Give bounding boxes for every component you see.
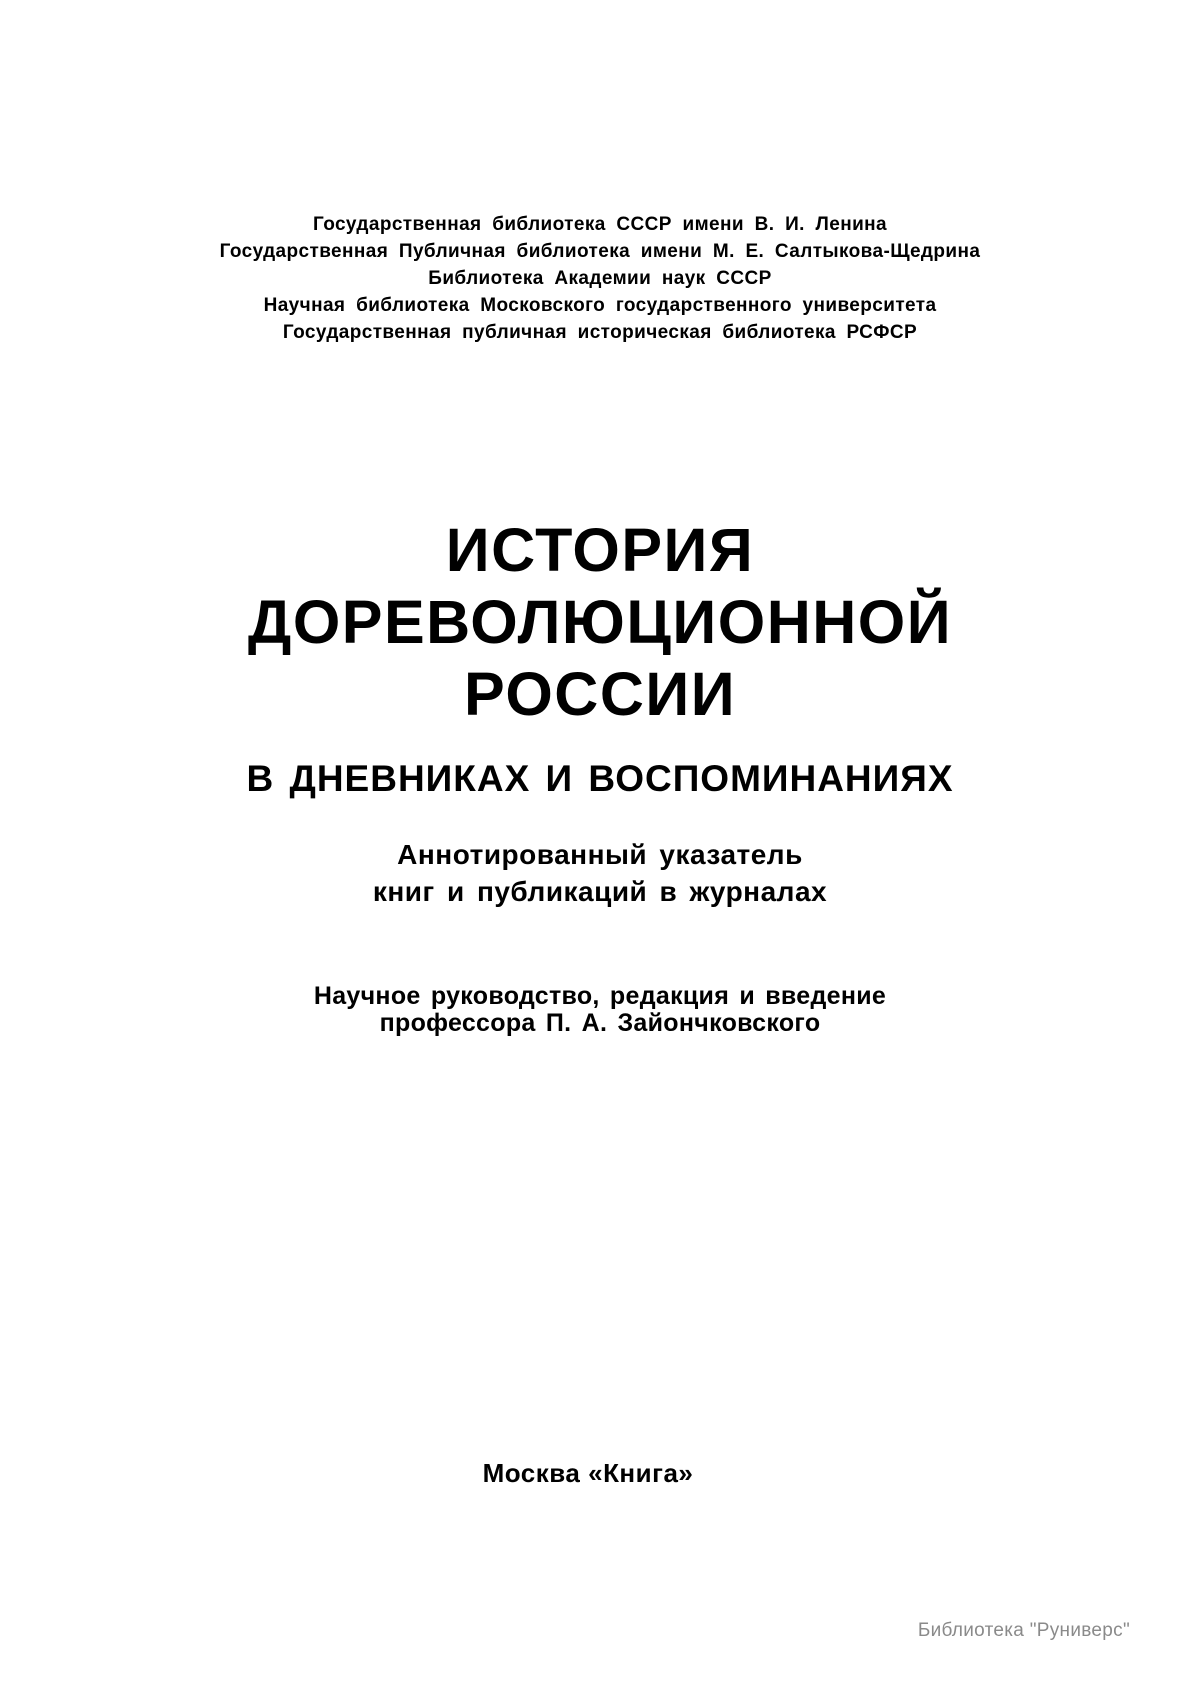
book-subtitle: В ДНЕВНИКАХ И ВОСПОМИНАНИЯХ bbox=[246, 758, 954, 799]
book-title-line-3: РОССИИ bbox=[463, 660, 737, 728]
editorial-block bbox=[0, 983, 1200, 1037]
book-title bbox=[0, 514, 1200, 730]
book-title-line-1: ИСТОРИЯ bbox=[445, 516, 755, 584]
publisher-imprint: Москва «Книга» bbox=[482, 1458, 694, 1488]
book-title-line-2: ДОРЕВОЛЮЦИОННОЙ bbox=[247, 588, 953, 656]
institution-line-2: Государственная Публичная библиотека имени М. Е. Салтыкова-Щедрина bbox=[219, 241, 981, 262]
institution-line-3: Библиотека Академии наук СССР bbox=[428, 268, 772, 289]
institution-line-1: Государственная библиотека СССР имени В. И. Ленина bbox=[312, 214, 888, 235]
institution-line-4: Научная библиотека Московского государственного университета bbox=[263, 295, 937, 316]
editorial-line-2: профессора П. А. Зайончковского bbox=[379, 1009, 821, 1037]
annotation-line-1: Аннотированный указатель bbox=[397, 839, 803, 870]
institution-line-5: Государственная публичная историческая библиотека РСФСР bbox=[282, 322, 918, 343]
editorial-line-1: Научное руководство, редакция и введение bbox=[313, 982, 887, 1010]
annotation-line-2: книг и публикаций в журналах bbox=[372, 876, 828, 907]
institutions-block bbox=[0, 211, 1200, 346]
library-watermark: Библиотека "Руниверс" bbox=[917, 1620, 1130, 1641]
annotation-block bbox=[0, 836, 1200, 910]
